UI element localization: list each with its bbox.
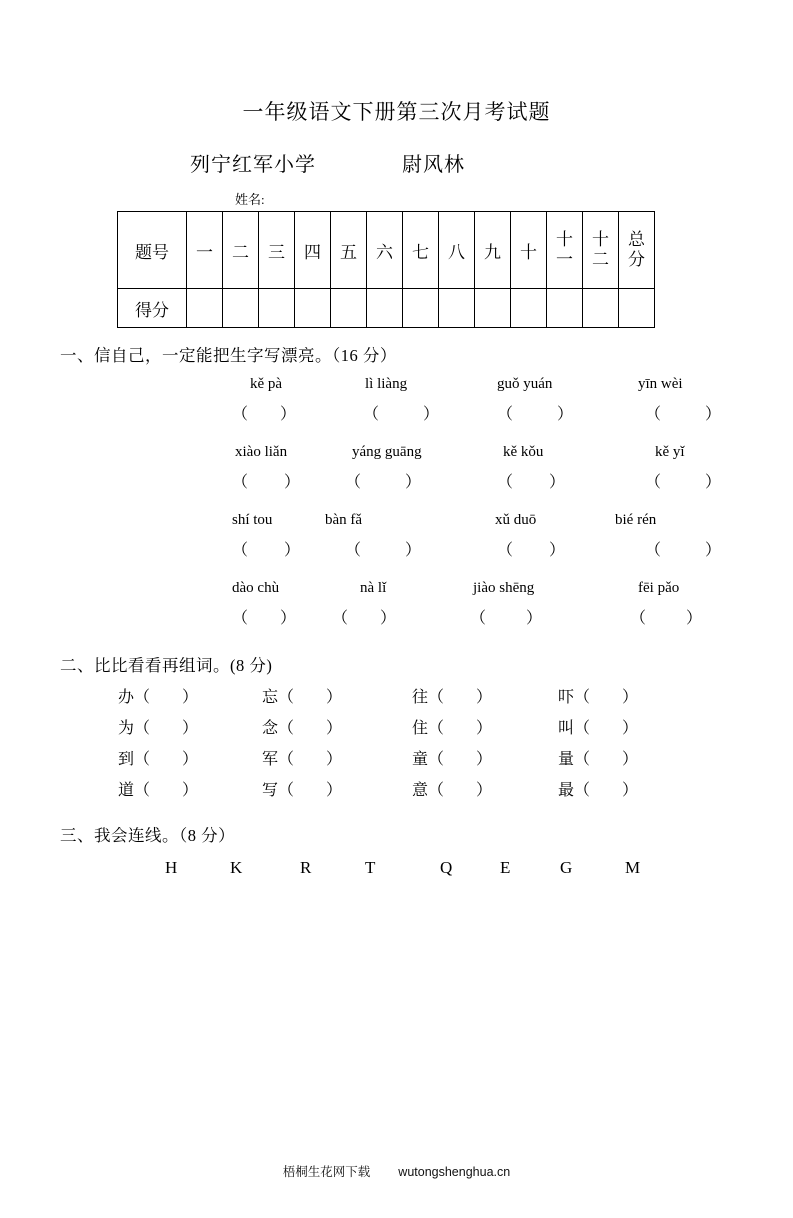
- word-pair-cell[interactable]: 到（ ）: [118, 751, 199, 768]
- word-pair-row: [60, 777, 733, 808]
- col-11: 十一: [547, 212, 583, 289]
- letter-item[interactable]: Q: [440, 858, 453, 877]
- pinyin-word: bàn fǎ: [325, 512, 363, 528]
- score-cell-2[interactable]: [223, 289, 259, 328]
- pinyin-group-4: [60, 580, 733, 638]
- score-cell-12[interactable]: [583, 289, 619, 328]
- score-cell-1[interactable]: [187, 289, 223, 328]
- answer-bracket[interactable]: （ ）: [497, 474, 566, 491]
- letter-item[interactable]: K: [230, 858, 243, 877]
- pinyin-word: dào chù: [232, 580, 280, 596]
- word-pair-cell[interactable]: 办（ ）: [118, 689, 199, 706]
- pinyin-group-2: [60, 444, 733, 502]
- word-pair-cell[interactable]: 吓（ ）: [558, 689, 639, 706]
- col-2: 二: [223, 212, 259, 289]
- word-pair-grid: [60, 684, 733, 808]
- section-heading-1: 一、信自己，一定能把生字写漂亮。（16 分）: [60, 346, 397, 365]
- score-cell-8[interactable]: [439, 289, 475, 328]
- word-pair-cell[interactable]: 量（ ）: [558, 751, 639, 768]
- answer-bracket-row: [60, 605, 733, 638]
- pinyin-word: kě kǒu: [503, 444, 544, 460]
- col-4: 四: [295, 212, 331, 289]
- letter-item[interactable]: E: [500, 858, 511, 877]
- answer-bracket[interactable]: （ ）: [497, 542, 566, 559]
- col-6: 六: [367, 212, 403, 289]
- word-pair-cell[interactable]: 童（ ）: [412, 751, 493, 768]
- word-pair-cell[interactable]: 叫（ ）: [558, 720, 639, 737]
- teacher-name: 尉风林: [402, 154, 465, 176]
- col-10: 十: [511, 212, 547, 289]
- pinyin-word: guǒ yuán: [497, 376, 553, 392]
- answer-bracket[interactable]: （ ）: [232, 542, 301, 559]
- exam-page: [0, 96, 793, 1218]
- col-total: 总分: [619, 212, 655, 289]
- pinyin-row: [60, 444, 733, 469]
- pinyin-word: yīn wèi: [638, 376, 683, 392]
- row-label-score: 得分: [118, 289, 187, 328]
- col-3: 三: [259, 212, 295, 289]
- pinyin-word: yáng guāng: [352, 444, 422, 460]
- col-5: 五: [331, 212, 367, 289]
- footer-watermark: [0, 1162, 793, 1180]
- letter-item[interactable]: R: [300, 858, 312, 877]
- pinyin-group-3: [60, 512, 733, 570]
- letter-item[interactable]: H: [165, 858, 178, 877]
- answer-bracket[interactable]: （ ）: [630, 610, 703, 627]
- pinyin-word: shí tou: [232, 512, 273, 528]
- answer-bracket[interactable]: （ ）: [232, 406, 297, 423]
- answer-bracket[interactable]: （ ）: [345, 542, 422, 559]
- col-7: 七: [403, 212, 439, 289]
- footer-site-url: wutongshenghua.cn: [398, 1165, 511, 1179]
- name-label: 姓名:: [235, 192, 265, 207]
- col-12: 十二: [583, 212, 619, 289]
- answer-bracket[interactable]: （ ）: [332, 610, 397, 627]
- answer-bracket[interactable]: （ ）: [232, 474, 301, 491]
- pinyin-row: [60, 580, 733, 605]
- letter-item[interactable]: G: [560, 858, 573, 877]
- pinyin-word: kě yǐ: [655, 444, 685, 460]
- answer-bracket[interactable]: （ ）: [345, 474, 422, 491]
- row-label-question: 题号: [118, 212, 187, 289]
- pinyin-group-1: [60, 376, 733, 434]
- school-name: 列宁红军小学: [190, 154, 316, 176]
- word-pair-cell[interactable]: 往（ ）: [412, 689, 493, 706]
- answer-bracket[interactable]: （ ）: [470, 610, 543, 627]
- pinyin-word: jiào shēng: [473, 580, 535, 596]
- table-row-question-numbers: [118, 212, 655, 289]
- pinyin-word: kě pà: [250, 376, 283, 392]
- word-pair-cell[interactable]: 意（ ）: [412, 782, 493, 799]
- pinyin-row: [60, 376, 733, 401]
- answer-bracket[interactable]: （ ）: [363, 406, 440, 423]
- col-9: 九: [475, 212, 511, 289]
- page-title: 一年级语文下册第三次月考试题: [242, 100, 551, 124]
- pinyin-word: bié rén: [615, 512, 657, 528]
- answer-bracket[interactable]: （ ）: [645, 474, 722, 491]
- word-pair-cell[interactable]: 军（ ）: [262, 751, 343, 768]
- letter-row: [60, 858, 733, 892]
- footer-site-name: 梧桐生花网下载: [282, 1165, 371, 1179]
- pinyin-row: [60, 512, 733, 537]
- score-cell-7[interactable]: [403, 289, 439, 328]
- word-pair-cell[interactable]: 最（ ）: [558, 782, 639, 799]
- answer-bracket-row: [60, 469, 733, 502]
- word-pair-cell[interactable]: 念（ ）: [262, 720, 343, 737]
- pinyin-word: xǔ duō: [495, 512, 537, 528]
- word-pair-cell[interactable]: 住（ ）: [412, 720, 493, 737]
- col-8: 八: [439, 212, 475, 289]
- table-row-scores: [118, 289, 655, 328]
- answer-bracket[interactable]: （ ）: [645, 542, 722, 559]
- score-table: [117, 211, 655, 328]
- pinyin-word: lì liàng: [365, 376, 408, 392]
- word-pair-cell[interactable]: 写（ ）: [262, 782, 343, 799]
- score-cell-6[interactable]: [367, 289, 403, 328]
- section-heading-2: 二、比比看看再组词。(8 分): [60, 656, 273, 675]
- answer-bracket[interactable]: （ ）: [232, 610, 297, 627]
- pinyin-word: nà lǐ: [360, 580, 387, 596]
- word-pair-row: [60, 684, 733, 715]
- word-pair-cell[interactable]: 为（ ）: [118, 720, 199, 737]
- score-cell-9[interactable]: [475, 289, 511, 328]
- col-1: 一: [187, 212, 223, 289]
- answer-bracket[interactable]: （ ）: [497, 406, 574, 423]
- word-pair-row: [60, 746, 733, 777]
- word-pair-cell[interactable]: 道（ ）: [118, 782, 199, 799]
- score-cell-4[interactable]: [295, 289, 331, 328]
- answer-bracket[interactable]: （ ）: [645, 406, 722, 423]
- score-cell-10[interactable]: [511, 289, 547, 328]
- pinyin-word: fēi pǎo: [638, 580, 680, 596]
- letter-item[interactable]: T: [365, 858, 376, 877]
- score-cell-total[interactable]: [619, 289, 655, 328]
- section-heading-3: 三、我会连线。（8 分）: [60, 826, 236, 845]
- letter-item[interactable]: M: [625, 858, 641, 877]
- score-cell-5[interactable]: [331, 289, 367, 328]
- score-cell-11[interactable]: [547, 289, 583, 328]
- word-pair-cell[interactable]: 忘（ ）: [262, 689, 343, 706]
- answer-bracket-row: [60, 401, 733, 434]
- pinyin-word: xiào liǎn: [235, 444, 288, 460]
- answer-bracket-row: [60, 537, 733, 570]
- word-pair-row: [60, 715, 733, 746]
- school-teacher-line: [60, 148, 733, 177]
- score-cell-3[interactable]: [259, 289, 295, 328]
